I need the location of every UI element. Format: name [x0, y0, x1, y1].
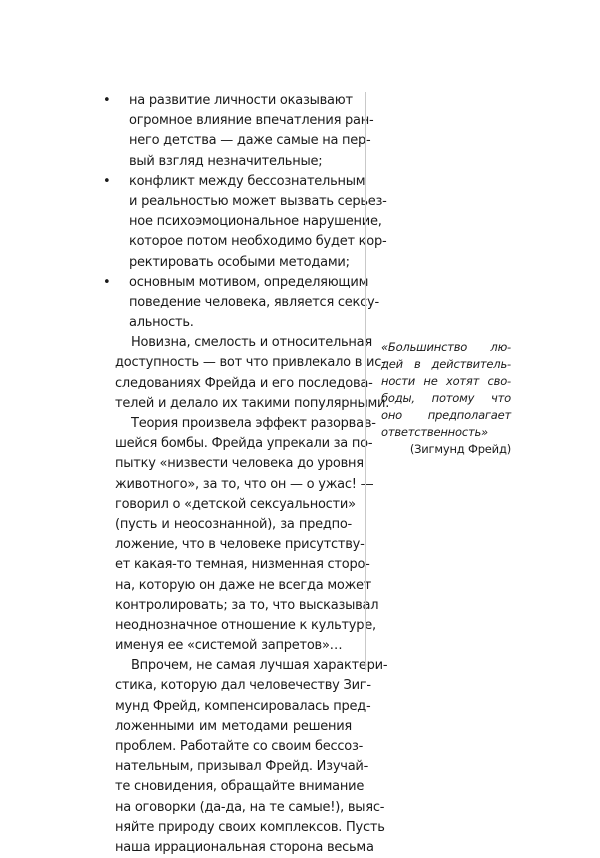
text-line: пытку «низвести человека до уровня [115, 456, 364, 472]
text-line: ложение, что в человеке присутству- [115, 537, 365, 553]
text-line: ет какая-то темная, низменная сторо- [115, 557, 370, 573]
text-line: конфликт между бессознательным [129, 173, 366, 189]
bullet-list [103, 91, 387, 333]
text-line: шейся бомбы. Фрейда упрекали за по- [115, 436, 373, 452]
text-line: мунд Фрейд, компенсировалась пред- [115, 698, 371, 714]
bullet-marker: • [103, 93, 111, 108]
text-line: контролировать; за то, что высказывал [115, 597, 379, 613]
quote-line: ности не хотят сво- [381, 374, 511, 388]
bullet-item [103, 91, 374, 172]
sidebar-quote [381, 339, 511, 458]
text-line: проблем. Работайте со своим бессоз- [115, 739, 364, 754]
text-line: именуя ее «системой запретов»… [115, 638, 343, 654]
text-line: на оговорки (да-да, на те самые!), выяс- [115, 799, 385, 815]
text-line: Теория произвела эффект разорвав- [131, 416, 376, 431]
text-line: стика, которую дал человечеству Зиг- [115, 678, 371, 694]
text-line: которое потом необходимо будет кор- [129, 234, 387, 250]
text-line: наша иррациональная сторона весьма [115, 839, 374, 855]
text-line: основным мотивом, определяющим [129, 274, 369, 290]
text-line: следованиях Фрейда и его последова- [115, 375, 373, 391]
text-line: Новизна, смелость и относительная [131, 335, 372, 351]
text-line: доступность — вот что привлекало в ис- [115, 355, 386, 371]
text-line: ректировать особыми методами; [129, 254, 350, 270]
paragraph [115, 656, 388, 858]
bullet-item [103, 273, 379, 334]
text-line: на развитие личности оказывают [129, 93, 353, 108]
text-line: поведение человека, является сексу- [129, 294, 379, 310]
quote-line: оно предполагает [381, 408, 511, 422]
bullet-item [103, 172, 387, 273]
paragraph [115, 333, 390, 414]
text-line: нательным, призывал Фрейд. Изучай- [115, 759, 369, 775]
quote-line: «Большинство лю- [381, 340, 511, 354]
text-line: огромное влияние впечатления ран- [129, 113, 374, 129]
quote-line: боды, потому что [381, 391, 511, 405]
text-line: говорил о «детской сексуальности» [115, 496, 356, 512]
text-line: него детства — даже самые на пер- [129, 133, 371, 149]
text-line: телей и делало их такими популярными. [115, 395, 390, 411]
text-line: неоднозначное отношение к культуре, [115, 617, 376, 633]
quote-line: дей в действитель- [381, 357, 511, 371]
margin-divider [365, 92, 366, 670]
text-line: на, которую он даже не всегда может [115, 577, 372, 593]
bullet-marker: • [103, 274, 111, 290]
text-line: животного», за то, что он — о ужас! — [115, 476, 374, 492]
text-line: и реальностью может вызвать серьез- [129, 193, 387, 209]
text-line: ное психоэмоциональное нарушение, [129, 214, 382, 230]
text-line: вый взгляд незначительные; [129, 153, 323, 169]
paragraph [115, 414, 379, 656]
text-line: Впрочем, не самая лучшая характери- [131, 658, 388, 674]
bullet-marker: • [103, 173, 111, 189]
main-text-column [103, 91, 390, 858]
text-line: няйте природу своих комплексов. Пусть [115, 819, 385, 835]
text-line: альность. [129, 315, 194, 331]
quote-line: ответственность» [381, 425, 488, 439]
quote-author: (Зигмунд Фрейд) [409, 442, 511, 456]
text-line: (пусть и неосознанной), за предпо- [115, 516, 352, 532]
text-line: ложенными им методами решения [115, 718, 352, 734]
text-line: те сновидения, обращайте внимание [115, 779, 365, 795]
